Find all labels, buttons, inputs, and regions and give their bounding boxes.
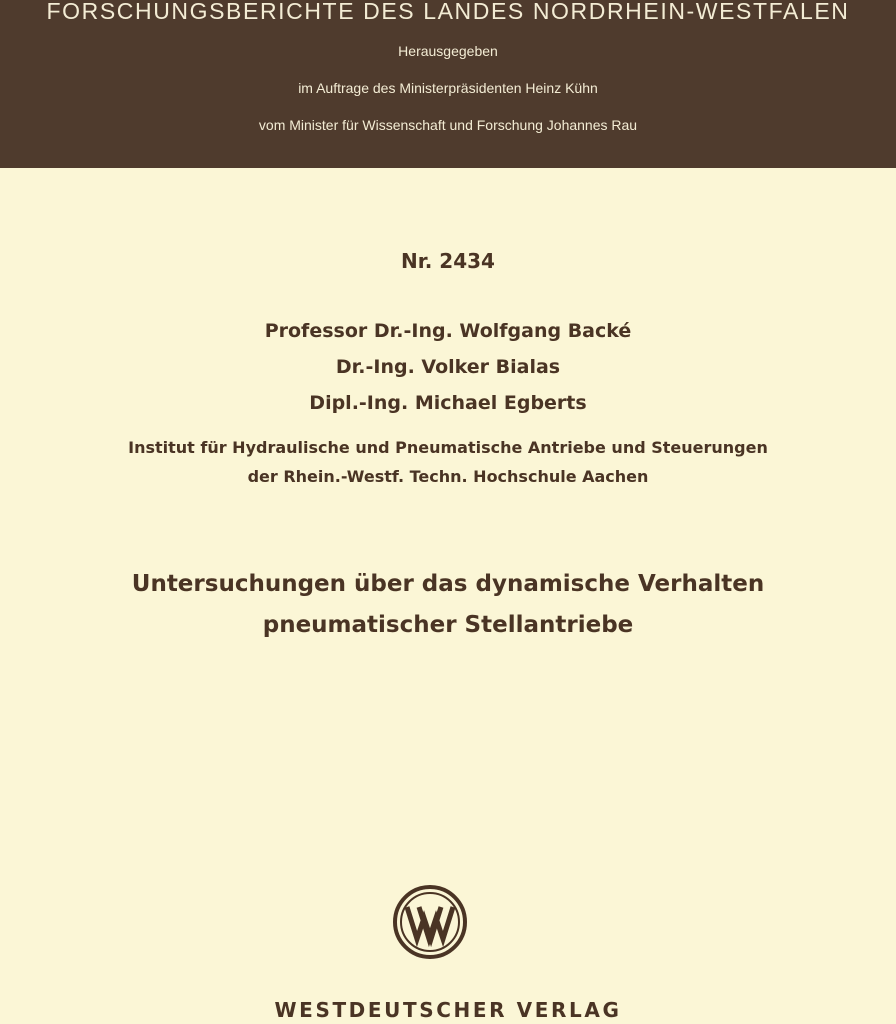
minister-note: vom Minister für Wissenschaft und Forschung Johannes Rau <box>258 117 638 133</box>
editor-note: Herausgegeben <box>398 43 498 59</box>
commission-note: im Auftrage des Ministerpräsidenten Heinz Kühn <box>298 80 598 96</box>
institute-line-1: Institut für Hydraulische und Pneumatische Antriebe und Steuerungen <box>128 438 768 457</box>
institute-line-2: der Rhein.-Westf. Techn. Hochschule Aachen <box>247 467 649 486</box>
publisher-logo-icon <box>390 882 470 962</box>
publisher-name: WESTDEUTSCHER VERLAG <box>274 998 622 1022</box>
author-3: Dipl.-Ing. Michael Egberts <box>309 392 587 414</box>
book-title-line-1: Untersuchungen über das dynamische Verhalten <box>131 571 765 597</box>
report-number: Nr. 2434 <box>401 249 495 273</box>
author-1: Professor Dr.-Ing. Wolfgang Backé <box>264 320 632 342</box>
book-title-line-2: pneumatischer Stellantriebe <box>262 612 634 638</box>
series-title: FORSCHUNGSBERICHTE DES LANDES NORDRHEIN-WESTFALEN <box>46 0 850 24</box>
author-2: Dr.-Ing. Volker Bialas <box>335 356 561 378</box>
header-band <box>0 0 896 168</box>
